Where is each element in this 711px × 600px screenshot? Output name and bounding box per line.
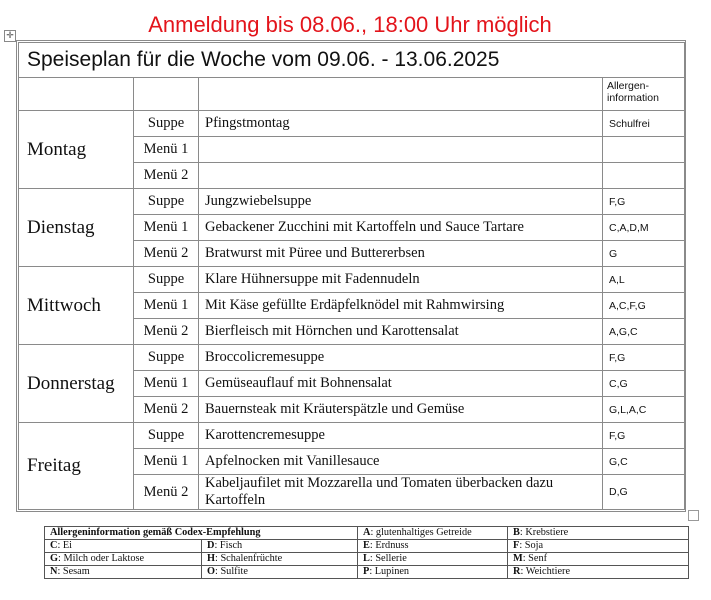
legend-row: [45, 553, 689, 566]
meal-type: Menü 1: [134, 293, 199, 319]
legend-label: : glutenhaltiges Getreide: [370, 527, 472, 538]
legend-label: : Sesam: [57, 566, 90, 577]
meal-type: Suppe: [134, 345, 199, 371]
registration-notice: Anmeldung bis 08.06., 18:00 Uhr möglich: [148, 12, 552, 37]
allergen-codes: Schulfrei: [603, 111, 685, 137]
legend-cell: [508, 540, 689, 553]
menu-row: [19, 267, 685, 293]
allergen-codes: F,G: [603, 423, 685, 449]
allergen-codes: G,C: [603, 449, 685, 475]
table-move-handle-icon[interactable]: ✛: [4, 30, 16, 42]
dish-name: Mit Käse gefüllte Erdäpfelknödel mit Rahmwirsing: [199, 293, 603, 319]
dish-name: Jungzwiebelsuppe: [199, 189, 603, 215]
legend-cell: [358, 553, 508, 566]
menu-table: [18, 42, 685, 510]
legend-label: : Sulfite: [215, 566, 248, 577]
dish-name: Kabeljaufilet mit Mozzarella und Tomaten überbacken dazu Kartoffeln: [199, 475, 603, 510]
meal-type: Menü 2: [134, 241, 199, 267]
legend-label: : Krebstiere: [519, 527, 569, 538]
legend-cell: [358, 540, 508, 553]
dish-name: Gemüseauflauf mit Bohnensalat: [199, 371, 603, 397]
allergen-codes: [603, 137, 685, 163]
dish-name: Bauernsteak mit Kräuterspätzle und Gemüse: [199, 397, 603, 423]
meal-type: Suppe: [134, 111, 199, 137]
legend-code: N: [50, 566, 58, 577]
legend-cell: [202, 553, 358, 566]
dish-name: Broccolicremesuppe: [199, 345, 603, 371]
day-name: Montag: [19, 111, 134, 189]
meal-type: Menü 1: [134, 137, 199, 163]
legend-cell: [45, 566, 202, 579]
legend-code: M: [513, 553, 523, 564]
legend-label: : Schalenfrüchte: [215, 553, 283, 564]
meal-type: Menü 2: [134, 319, 199, 345]
meal-type: Suppe: [134, 267, 199, 293]
legend-code: A: [363, 527, 371, 538]
allergen-codes: G,L,A,C: [603, 397, 685, 423]
allergen-codes: C,G: [603, 371, 685, 397]
dish-name: Karottencremesuppe: [199, 423, 603, 449]
menu-row: [19, 345, 685, 371]
dish-name: Apfelnocken mit Vanillesauce: [199, 449, 603, 475]
dish-name: Gebackener Zucchini mit Kartoffeln und Sauce Tartare: [199, 215, 603, 241]
allergen-codes: [603, 163, 685, 189]
allergen-codes: A,G,C: [603, 319, 685, 345]
legend-cell: [358, 566, 508, 579]
header-empty-cell: [134, 78, 199, 111]
legend-label: : Milch oder Laktose: [58, 553, 145, 564]
allergen-codes: F,G: [603, 189, 685, 215]
day-name: Freitag: [19, 423, 134, 510]
meal-type: Menü 1: [134, 371, 199, 397]
allergen-codes: A,C,F,G: [603, 293, 685, 319]
header-empty-cell: [19, 78, 134, 111]
allergen-legend-table: [44, 526, 689, 579]
day-name: Donnerstag: [19, 345, 134, 423]
legend-row: [45, 527, 689, 540]
table-resize-handle-icon[interactable]: [688, 510, 699, 521]
legend-code: D: [207, 540, 215, 551]
legend-label: : Ei: [57, 540, 73, 551]
menu-table-frame: [16, 40, 686, 512]
dish-name: Bratwurst mit Püree und Buttererbsen: [199, 241, 603, 267]
meal-type: Menü 2: [134, 397, 199, 423]
legend-code: H: [207, 553, 216, 564]
legend-cell: [508, 553, 689, 566]
menu-row: [19, 189, 685, 215]
legend-code: Allergeninformation gemäß Codex-Empfehlung: [50, 527, 261, 538]
allergen-codes: C,A,D,M: [603, 215, 685, 241]
legend-code: P: [363, 566, 370, 577]
day-name: Mittwoch: [19, 267, 134, 345]
legend-label: : Lupinen: [369, 566, 410, 577]
dish-name: [199, 137, 603, 163]
legend-cell: [508, 527, 689, 540]
allergen-codes: A,L: [603, 267, 685, 293]
legend-code: E: [363, 540, 370, 551]
menu-row: [19, 111, 685, 137]
legend-row: [45, 566, 689, 579]
legend-code: L: [363, 553, 370, 564]
allergen-header-line: Allergen-: [607, 80, 650, 92]
legend-row: [45, 540, 689, 553]
legend-label: : Sellerie: [369, 553, 407, 564]
legend-label: : Weichtiere: [520, 566, 571, 577]
legend-code: C: [50, 540, 58, 551]
dish-name: Klare Hühnersuppe mit Fadennudeln: [199, 267, 603, 293]
dish-name: Pfingstmontag: [199, 111, 603, 137]
legend-cell: [45, 527, 358, 540]
header-empty-cell: [199, 78, 603, 111]
day-name: Dienstag: [19, 189, 134, 267]
legend-label: : Erdnuss: [369, 540, 409, 551]
meal-type: Suppe: [134, 423, 199, 449]
legend-code: O: [207, 566, 216, 577]
legend-cell: [45, 540, 202, 553]
allergen-codes: D,G: [603, 475, 685, 510]
legend-label: : Senf: [522, 553, 548, 564]
legend-cell: [45, 553, 202, 566]
allergen-column-header: [603, 78, 685, 111]
legend-code: G: [50, 553, 59, 564]
menu-title: Speiseplan für die Woche vom 09.06. - 13.06.2025: [19, 43, 685, 78]
allergen-codes: G: [603, 241, 685, 267]
meal-type: Suppe: [134, 189, 199, 215]
dish-name: Bierfleisch mit Hörnchen und Karottensalat: [199, 319, 603, 345]
menu-row: [19, 423, 685, 449]
legend-cell: [202, 540, 358, 553]
legend-label: : Fisch: [214, 540, 243, 551]
legend-code: F: [513, 540, 520, 551]
legend-cell: [508, 566, 689, 579]
legend-label: : Soja: [519, 540, 544, 551]
legend-cell: [202, 566, 358, 579]
legend-code: R: [513, 566, 521, 577]
legend-code: B: [513, 527, 520, 538]
allergen-codes: F,G: [603, 345, 685, 371]
meal-type: Menü 1: [134, 215, 199, 241]
allergen-header-line: information: [607, 92, 659, 104]
meal-type: Menü 2: [134, 163, 199, 189]
meal-type: Menü 1: [134, 449, 199, 475]
legend-cell: [358, 527, 508, 540]
dish-name: [199, 163, 603, 189]
meal-type: Menü 2: [134, 475, 199, 510]
